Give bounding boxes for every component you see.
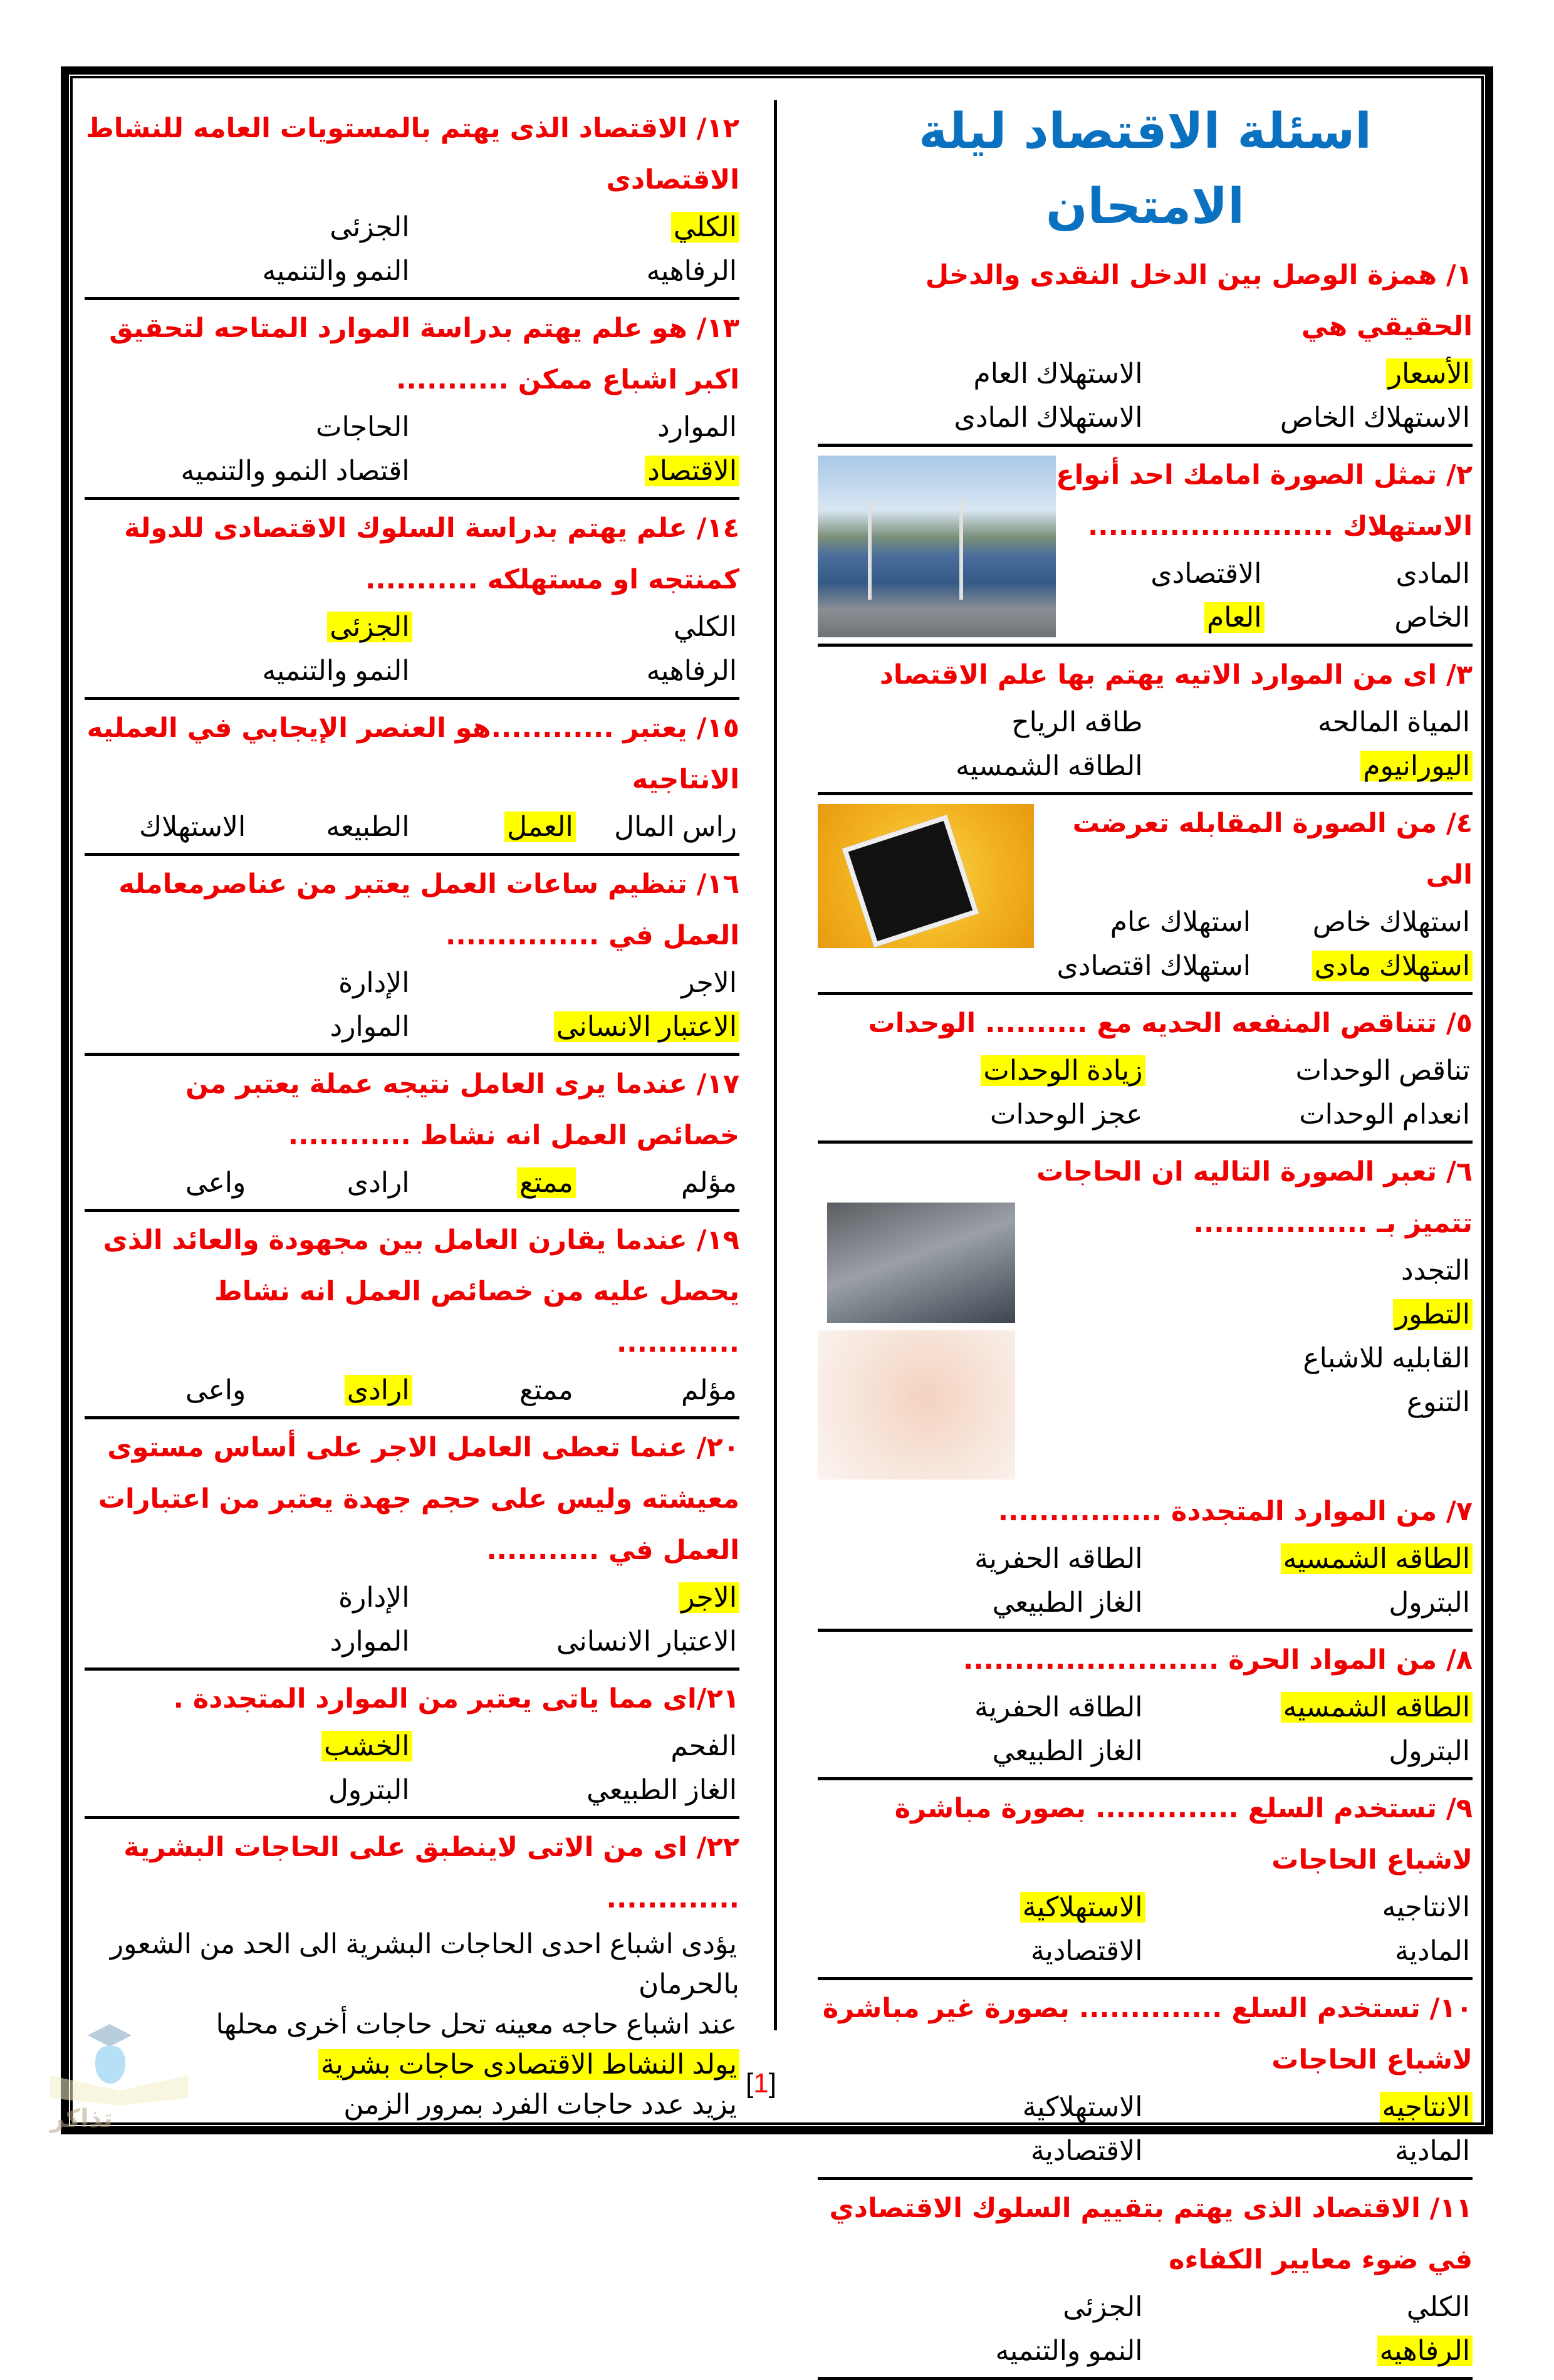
- question-20: [85, 1419, 739, 1671]
- option-correct[interactable]: استهلاك مادى: [1253, 944, 1473, 988]
- option-correct[interactable]: الأسعار: [1145, 352, 1473, 396]
- option[interactable]: النمو والتنميه: [995, 2336, 1143, 2366]
- option[interactable]: البترول: [328, 1775, 410, 1805]
- question-text: ٧/ من الموارد المتجددة ................: [998, 1496, 1473, 1527]
- question-2: [818, 447, 1473, 647]
- option[interactable]: الكلي: [673, 612, 737, 642]
- option[interactable]: الغاز الطبيعي: [992, 1587, 1143, 1618]
- option[interactable]: راس المال: [614, 812, 737, 842]
- option[interactable]: استهلاك عام: [1110, 907, 1251, 937]
- question-17: [85, 1056, 739, 1212]
- option[interactable]: التنوع: [1406, 1387, 1470, 1417]
- question-text: ٦/ تعبر الصورة التاليه ان الحاجات تتميز بـ .................: [1036, 1156, 1473, 1239]
- option[interactable]: مؤلم: [681, 1375, 737, 1406]
- option-correct[interactable]: الطاقه الشمسيه: [1145, 1686, 1473, 1730]
- option[interactable]: الطاقه الحفرية: [974, 1692, 1143, 1723]
- question-text: ١١/ الاقتصاد الذى يهتم بتقييم السلوك الاقتصادي في ضوء معايير الكفاءه: [829, 2193, 1473, 2275]
- option[interactable]: الإدارة: [338, 968, 410, 998]
- option-correct[interactable]: العمل: [412, 805, 576, 849]
- bridge-photo: [818, 456, 1056, 637]
- option[interactable]: النمو والتنميه: [262, 256, 410, 286]
- option-correct[interactable]: ممتع: [412, 1161, 576, 1205]
- question-15: [85, 700, 739, 856]
- option[interactable]: الاقتصادى: [1150, 558, 1262, 589]
- option[interactable]: الطبيعه: [326, 812, 410, 842]
- option[interactable]: الانتاجيه: [1382, 1892, 1470, 1923]
- graduation-cap-icon: [88, 2024, 132, 2049]
- option[interactable]: البترول: [1389, 1736, 1470, 1767]
- question-text: ١٢/ الاقتصاد الذى يهتم بالمستويات العامه للنشاط الاقتصادى: [86, 113, 739, 196]
- option[interactable]: الغاز الطبيعي: [587, 1775, 737, 1805]
- option-correct[interactable]: الاقتصاد: [412, 449, 740, 493]
- option[interactable]: الاستهلاك المادى: [954, 402, 1143, 433]
- question-text: ٢١/اى مما ياتى يعتبر من الموارد المتجددة .: [173, 1683, 739, 1715]
- question-16: [85, 856, 739, 1056]
- option-correct[interactable]: الرفاهيه: [1145, 2329, 1473, 2373]
- option[interactable]: استهلاك خاص: [1312, 907, 1470, 937]
- question-8: [818, 1632, 1473, 1780]
- option[interactable]: الموارد: [330, 1626, 410, 1657]
- option-correct[interactable]: زيادة الوحدات: [818, 1049, 1145, 1093]
- option-correct[interactable]: الكلي: [412, 206, 740, 249]
- option[interactable]: الإدارة: [338, 1582, 410, 1613]
- option[interactable]: النمو والتنميه: [262, 655, 410, 686]
- option[interactable]: المادية: [1395, 2136, 1470, 2166]
- question-13: [85, 300, 739, 500]
- option[interactable]: طاقه الرياح: [1011, 707, 1143, 738]
- option-correct[interactable]: الجزئى: [85, 605, 412, 649]
- question-5: [818, 995, 1473, 1144]
- option[interactable]: واعى: [185, 1167, 246, 1198]
- question-12: [85, 100, 739, 300]
- option[interactable]: الاستهلاك الخاص: [1280, 402, 1470, 433]
- option[interactable]: واعى: [185, 1375, 246, 1406]
- question-9: [818, 1780, 1473, 1980]
- question-7: [818, 1483, 1473, 1632]
- option[interactable]: الكلي: [1406, 2292, 1470, 2322]
- option[interactable]: ارادى: [347, 1167, 410, 1198]
- option[interactable]: المادية: [1395, 1936, 1470, 1966]
- option-correct[interactable]: يولد النشاط الاقتصادى حاجات بشرية: [85, 2045, 739, 2085]
- question-text: ١٦/ تنظيم ساعات العمل يعتبر من عناصرمعامله العمل في ...............: [118, 869, 739, 951]
- option[interactable]: مؤلم: [681, 1167, 737, 1198]
- option-correct[interactable]: التطور: [1015, 1293, 1473, 1337]
- option[interactable]: انعدام الوحدات: [1299, 1099, 1470, 1130]
- option[interactable]: التجدد: [1401, 1255, 1470, 1286]
- option-correct[interactable]: العام: [1056, 596, 1265, 640]
- column-divider: [774, 100, 777, 2030]
- question-10: [818, 1980, 1473, 2180]
- option[interactable]: الحاجات: [316, 412, 410, 442]
- option[interactable]: الخاص: [1394, 602, 1470, 633]
- question-text: ٢٢/ اى من الاتى لاينطبق على الحاجات البشرية .............: [123, 1832, 739, 1914]
- question-text: ٥/ تتناقص المنفعه الحديه مع .......... الوحدات: [868, 1008, 1473, 1039]
- option[interactable]: الاعتبار الانسانى: [556, 1626, 737, 1657]
- option[interactable]: يزيد عدد حاجات الفرد بمرور الزمن: [343, 2089, 737, 2120]
- question-1: [818, 247, 1473, 447]
- option[interactable]: عند اشباع حاجه معينه تحل حاجات أخرى محلها: [216, 2009, 737, 2040]
- student-icon: [95, 2046, 125, 2084]
- question-21: [85, 1671, 739, 1819]
- question-3: [818, 647, 1473, 795]
- question-14: [85, 500, 739, 700]
- question-text: ١٩/ عندما يقارن العامل بين مجهودة والعائد الذى يحصل عليه من خصائص العمل انه نشاط ............: [103, 1224, 739, 1359]
- question-text: ٨/ من المواد الحرة .........................: [962, 1644, 1473, 1676]
- option-correct[interactable]: الاعتبار الانسانى: [412, 1005, 740, 1049]
- question-text: ١٥/ يعتبر ............هو العنصر الإيجابي في العمليه الانتاجيه: [86, 712, 739, 795]
- option-correct[interactable]: الخشب: [85, 1725, 412, 1768]
- option[interactable]: الجزئى: [1063, 2292, 1143, 2322]
- option[interactable]: يؤدى اشباع احدى الحاجات البشرية الى الحد من الشعور بالحرمان: [110, 1929, 739, 2000]
- option[interactable]: الرفاهيه: [646, 256, 737, 286]
- option-correct[interactable]: الطاقه الشمسيه: [1145, 1537, 1473, 1581]
- option[interactable]: تناقص الوحدات: [1295, 1055, 1470, 1086]
- question-11: [818, 2180, 1473, 2380]
- option[interactable]: استهلاك اقتصادى: [1056, 951, 1251, 981]
- question-6: [818, 1144, 1473, 1483]
- driver-photo: [827, 1203, 1015, 1323]
- question-text: ١٠/ تستخدم السلع .............. بصورة غير مباشرة لاشباع الحاجات: [822, 1993, 1473, 2075]
- option[interactable]: المادى: [1395, 558, 1470, 589]
- option[interactable]: الاستهلاك: [138, 812, 246, 842]
- option[interactable]: الطاقه الشمسيه: [956, 751, 1143, 781]
- option-correct[interactable]: اليورانيوم: [1145, 744, 1473, 788]
- option[interactable]: الاجر: [681, 968, 737, 998]
- left-column: [85, 100, 739, 2132]
- question-text: ٢/ تمثل الصورة امامك احد أنواع الاستهلاك ........................: [1056, 459, 1473, 542]
- option-correct[interactable]: الاستهلاكية: [818, 1886, 1145, 1929]
- option-correct[interactable]: الانتاجيه: [1145, 2085, 1473, 2129]
- option[interactable]: الاستهلاك العام: [973, 358, 1143, 389]
- option[interactable]: الرفاهيه: [646, 655, 737, 686]
- option[interactable]: الغاز الطبيعي: [992, 1736, 1143, 1767]
- option[interactable]: الجزئى: [330, 212, 410, 243]
- question-text: ١٣/ هو علم يهتم بدراسة الموارد المتاحه لتحقيق اكبر اشباع ممكن ...........: [109, 313, 739, 395]
- option-correct[interactable]: الاجر: [412, 1576, 740, 1620]
- option[interactable]: البترول: [1389, 1587, 1470, 1618]
- option-correct[interactable]: ارادى: [248, 1369, 412, 1412]
- question-text: ٤/ من الصورة المقابله تعرضت الى: [1072, 808, 1473, 890]
- option[interactable]: الاستهلاكية: [1022, 2092, 1143, 2122]
- page-title: اسئلة الاقتصاد ليلة الامتحان: [919, 103, 1372, 235]
- question-19: [85, 1212, 739, 1419]
- broken-phone-photo: [818, 804, 1034, 948]
- baby-photo: [818, 1330, 1015, 1480]
- option[interactable]: الموارد: [657, 412, 737, 442]
- question-4: [818, 795, 1473, 995]
- option[interactable]: الفحم: [670, 1731, 737, 1762]
- watermark-logo: [50, 2024, 238, 2149]
- question-text: ٩/ تستخدم السلع .............. بصورة مباشرة لاشباع الحاجات: [894, 1793, 1473, 1876]
- question-text: ١/ همزة الوصل بين الدخل النقدى والدخل الحقيقي هي: [925, 259, 1473, 342]
- option[interactable]: عجز الوحدات: [990, 1099, 1143, 1130]
- option[interactable]: المياة المالحه: [1318, 707, 1470, 738]
- option[interactable]: اقتصاد النمو والتنميه: [180, 456, 410, 486]
- question-text: ١٧/ عندما يرى العامل نتيجه عملة يعتبر من خصائص العمل انه نشاط ............: [185, 1068, 739, 1151]
- option[interactable]: القابليه للاشباع: [1303, 1343, 1470, 1374]
- option[interactable]: الاقتصادية: [1030, 1936, 1143, 1966]
- question-text: ٣/ اى من الموارد الاتيه يهتم بها علم الاقتصاد: [879, 659, 1473, 691]
- watermark-text: تذاكر: [50, 2104, 113, 2133]
- option[interactable]: الاقتصادية: [1030, 2136, 1143, 2166]
- option[interactable]: الموارد: [330, 1011, 410, 1042]
- question-text: ١٤/ علم يهتم بدراسة السلوك الاقتصادى للدولة كمنتجه او مستهلكه ...........: [124, 513, 739, 595]
- option[interactable]: ممتع: [519, 1375, 573, 1406]
- question-text: ٢٠/ عنما تعطى العامل الاجر على أساس مستوى معيشته وليس على حجم جهدة يعتبر من اعتبارات العمل في ...........: [98, 1432, 739, 1566]
- page-number: [1]: [746, 2068, 776, 2099]
- right-column: [818, 94, 1473, 2380]
- option[interactable]: الطاقه الحفرية: [974, 1543, 1143, 1574]
